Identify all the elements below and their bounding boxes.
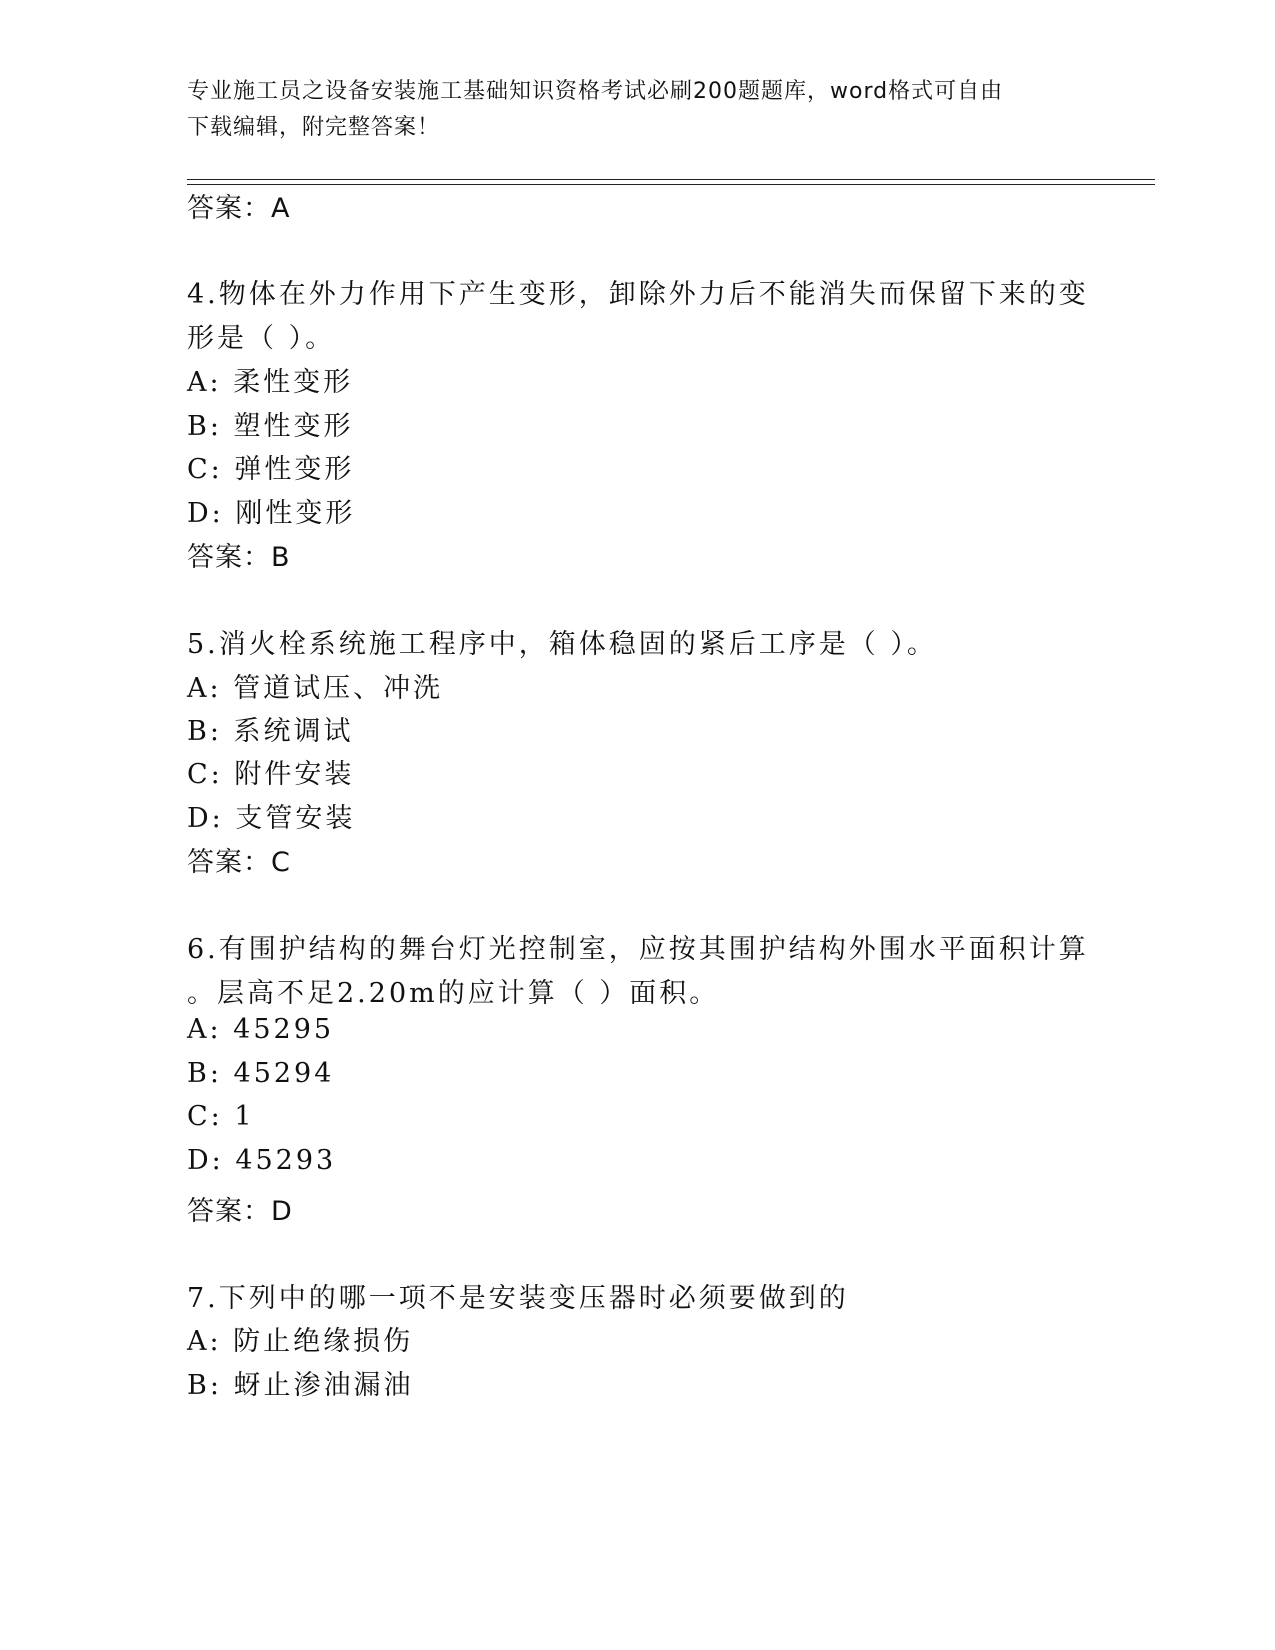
- question-4-answer: 答案：B: [187, 542, 291, 573]
- question-7-text-line-1: 7.下列中的哪一项不是安装变压器时必须要做到的: [187, 1283, 849, 1314]
- header-line-2: 下载编辑，附完整答案！: [187, 115, 441, 140]
- question-5-option-d: D: 支管安装: [187, 803, 356, 834]
- question-5-option-a: A: 管道试压、冲洗: [187, 673, 444, 704]
- question-4-option-a: A: 柔性变形: [187, 367, 354, 398]
- previous-answer: 答案：A: [187, 193, 291, 224]
- question-6-answer: 答案：D: [187, 1196, 293, 1227]
- question-5-option-b: B: 系统调试: [187, 716, 354, 747]
- header-rule-bottom: [187, 184, 1155, 185]
- question-6-option-a: A: 45295: [187, 1014, 335, 1045]
- header-rule-top: [187, 179, 1155, 180]
- question-6-option-c: C: 1: [187, 1101, 255, 1132]
- question-5-option-c: C: 附件安装: [187, 759, 355, 790]
- question-4-option-d: D: 刚性变形: [187, 498, 356, 529]
- question-7-option-b: B: 蚜止渗油漏油: [187, 1370, 414, 1401]
- question-5-text-line-1: 5.消火栓系统施工程序中，箱体稳固的紧后工序是（ ）。: [187, 629, 937, 660]
- header-line-1: 专业施工员之设备安装施工基础知识资格考试必刷200题题库，word格式可自由: [187, 79, 1004, 104]
- question-6-option-b: B: 45294: [187, 1058, 335, 1089]
- question-6-text-line-1: 6.有围护结构的舞台灯光控制室，应按其围护结构外围水平面积计算: [187, 934, 1089, 965]
- question-6-text-line-2: 。层高不足2.20m的应计算（ ）面积。: [187, 978, 720, 1009]
- question-7-option-a: A: 防止绝缘损伤: [187, 1326, 414, 1357]
- question-4-text-line-2: 形是（ ）。: [187, 323, 336, 354]
- question-4-text-line-1: 4.物体在外力作用下产生变形，卸除外力后不能消失而保留下来的变: [187, 279, 1089, 310]
- document-header: [187, 74, 1067, 146]
- question-4-option-b: B: 塑性变形: [187, 411, 354, 442]
- question-5-answer: 答案：C: [187, 847, 291, 878]
- question-4-option-c: C: 弹性变形: [187, 454, 355, 485]
- question-6-option-d: D: 45293: [187, 1145, 337, 1176]
